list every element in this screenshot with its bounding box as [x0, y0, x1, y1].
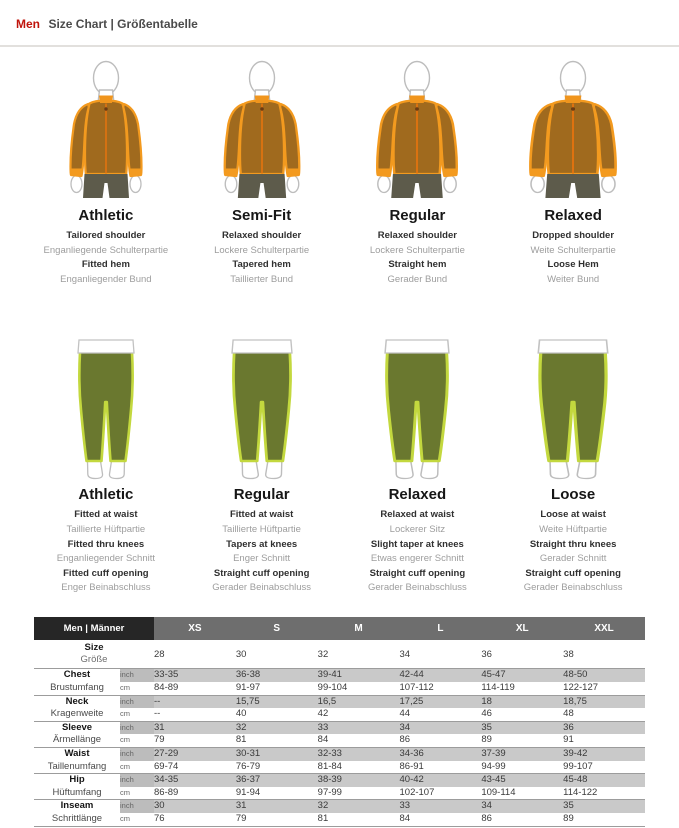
jacket-figure-illustration	[347, 56, 487, 201]
fit-title: Relaxed	[544, 207, 602, 224]
fit-desc-en: Tailored shoulder	[66, 230, 146, 241]
fit-desc-de: Enger Beinabschluss	[61, 582, 151, 594]
table-cell: 34	[481, 800, 563, 813]
fit-title: Semi-Fit	[232, 207, 292, 224]
jacket-figure-illustration	[192, 56, 332, 201]
fit-desc-de: Gerader Bund	[387, 273, 448, 285]
table-cell: 33-35	[154, 669, 236, 682]
fit-desc-de: Lockerer Sitz	[389, 523, 446, 535]
fit-column-athletic	[28, 56, 184, 287]
table-cell: 38-39	[318, 774, 400, 787]
fit-desc-en: Straight cuff opening	[525, 567, 621, 579]
table-cell: 69-74	[154, 761, 236, 774]
table-corner-header: Men | Männer	[34, 617, 154, 640]
table-cell: 30	[154, 800, 236, 813]
table-cell: 18	[481, 695, 563, 708]
fit-desc-de: Enganliegende Schulterpartie	[43, 244, 169, 256]
fit-desc-en: Straight thru knees	[529, 538, 617, 550]
jacket-figure-relaxed	[495, 56, 651, 201]
pants-figure-relaxed	[340, 330, 496, 480]
pants-figure-illustration	[192, 330, 332, 480]
table-cell: 32	[236, 721, 318, 734]
fit-desc-en: Relaxed shoulder	[222, 230, 302, 241]
row-label-de: Brustumfang	[34, 682, 120, 695]
page-title: Size Chart | Größentabelle	[48, 17, 198, 31]
pants-figure-regular	[184, 330, 340, 480]
table-cell: 102-107	[400, 787, 482, 800]
fit-desc-en: Fitted cuff opening	[63, 567, 149, 579]
table-cell: 114-122	[563, 787, 645, 800]
table-row-cm	[34, 682, 645, 695]
table-cell: 46	[481, 708, 563, 721]
table-cell: 89	[481, 734, 563, 747]
unit-label-cm: cm	[120, 787, 154, 800]
fit-title: Regular	[233, 486, 290, 504]
fit-desc-de: Gerader Beinabschluss	[212, 582, 311, 594]
table-cell: 84-89	[154, 682, 236, 695]
jacket-figure-illustration	[36, 56, 176, 201]
size-table	[34, 617, 645, 827]
table-cell: 18,75	[563, 695, 645, 708]
fit-title: Regular	[389, 207, 446, 224]
fit-desc-de: Weite Hüftpartie	[539, 523, 608, 535]
table-cell: 34-35	[154, 774, 236, 787]
jacket-figure-illustration	[503, 56, 643, 201]
size-label-en: Size	[84, 642, 104, 654]
fit-descriptions	[184, 508, 340, 596]
table-cell: 48	[563, 708, 645, 721]
table-cell: 81-84	[318, 761, 400, 774]
fit-desc-de: Weite Schulterpartie	[530, 244, 616, 256]
fit-title: Athletic	[78, 486, 134, 504]
jacket-figure-regular	[340, 56, 496, 201]
table-cell: 34	[400, 640, 482, 669]
fit-desc-en: Tapered hem	[232, 259, 291, 271]
unit-label-cm: cm	[120, 708, 154, 721]
fit-desc-en: Tapers at knees	[226, 538, 298, 550]
unit-label-cm: cm	[120, 813, 154, 826]
unit-label-inch: inch	[120, 695, 154, 708]
table-cell: --	[154, 708, 236, 721]
fit-desc-de: Gerader Schnitt	[539, 553, 607, 565]
fit-descriptions	[28, 229, 184, 287]
table-row-inch	[34, 721, 645, 734]
fit-desc-de: Taillierte Hüftpartie	[222, 523, 301, 535]
table-cell: 86-91	[400, 761, 482, 774]
fit-desc-de: Lockere Schulterpartie	[369, 244, 465, 256]
table-cell: 89	[563, 813, 645, 826]
fit-descriptions	[340, 229, 496, 287]
table-cell: 37-39	[481, 748, 563, 761]
fit-descriptions	[28, 508, 184, 596]
unit-label-inch: inch	[120, 774, 154, 787]
fit-desc-en: Fitted at waist	[74, 509, 138, 521]
table-cell: 81	[236, 734, 318, 747]
pants-figure-illustration	[36, 330, 176, 480]
table-cell: 36	[481, 640, 563, 669]
fit-desc-de: Gerader Beinabschluss	[368, 582, 467, 594]
fit-descriptions	[495, 508, 651, 596]
table-cell: 16,5	[318, 695, 400, 708]
row-label-en: Inseam	[34, 800, 120, 813]
unit-label-cm: cm	[120, 734, 154, 747]
fit-descriptions	[495, 229, 651, 287]
table-cell: 15,75	[236, 695, 318, 708]
size-column-header: S	[236, 617, 318, 640]
table-cell: 28	[154, 640, 236, 669]
size-column-header: XL	[481, 617, 563, 640]
unit-label-inch: inch	[120, 748, 154, 761]
size-column-header: XS	[154, 617, 236, 640]
table-cell: 44	[400, 708, 482, 721]
table-cell: 35	[563, 800, 645, 813]
fit-desc-en: Relaxed shoulder	[377, 230, 457, 241]
table-cell: 35	[481, 721, 563, 734]
table-cell: 42	[318, 708, 400, 721]
fit-desc-en: Straight hem	[388, 259, 447, 271]
table-cell: 27-29	[154, 748, 236, 761]
fit-desc-en: Straight cuff opening	[213, 567, 310, 579]
table-cell: 43-45	[481, 774, 563, 787]
fit-desc-en: Relaxed at waist	[380, 509, 455, 521]
table-cell: 39-41	[318, 669, 400, 682]
unit-label-inch: inch	[120, 800, 154, 813]
row-label-de: Ärmellänge	[34, 734, 120, 747]
table-cell: 99-107	[563, 761, 645, 774]
table-row-cm	[34, 761, 645, 774]
unit-label-cm: cm	[120, 761, 154, 774]
table-cell: 42-44	[400, 669, 482, 682]
table-cell: 40	[236, 708, 318, 721]
table-cell: 39-42	[563, 748, 645, 761]
table-cell: 122-127	[563, 682, 645, 695]
table-cell: --	[154, 695, 236, 708]
row-label-de: Taillenumfang	[34, 761, 120, 774]
fit-desc-de: Enganliegender Bund	[60, 273, 152, 285]
size-column-header: XXL	[563, 617, 645, 640]
table-cell: 32	[318, 640, 400, 669]
fit-column-athletic	[28, 330, 184, 596]
table-cell: 48-50	[563, 669, 645, 682]
fit-desc-en: Fitted thru knees	[67, 538, 145, 550]
pants-figure-athletic	[28, 330, 184, 480]
table-cell: 32-33	[318, 748, 400, 761]
fit-column-loose	[495, 330, 651, 596]
table-cell: 31	[236, 800, 318, 813]
table-cell: 79	[236, 813, 318, 826]
fit-title: Loose	[551, 486, 596, 504]
fit-title: Athletic	[78, 207, 134, 224]
table-cell: 84	[400, 813, 482, 826]
table-cell: 36-38	[236, 669, 318, 682]
table-cell: 45-48	[563, 774, 645, 787]
table-row-size	[34, 640, 645, 669]
table-row-inch	[34, 800, 645, 813]
row-label-en: Neck	[34, 695, 120, 708]
table-cell: 91	[563, 734, 645, 747]
fit-desc-de: Weiter Bund	[547, 273, 600, 285]
fit-desc-en: Slight taper at knees	[370, 538, 464, 550]
table-cell: 91-94	[236, 787, 318, 800]
table-row-cm	[34, 734, 645, 747]
fit-column-semi-fit	[184, 56, 340, 287]
table-cell: 38	[563, 640, 645, 669]
table-cell: 76-79	[236, 761, 318, 774]
fit-column-regular	[340, 56, 496, 287]
table-cell: 36	[563, 721, 645, 734]
table-cell: 86	[400, 734, 482, 747]
table-cell: 30	[236, 640, 318, 669]
fit-desc-de: Etwas engerer Schnitt	[370, 553, 464, 565]
pants-figure-loose	[495, 330, 651, 480]
table-cell: 32	[318, 800, 400, 813]
table-row-cm	[34, 813, 645, 826]
fit-desc-de: Enger Schnitt	[233, 553, 291, 565]
size-column-header: L	[400, 617, 482, 640]
fit-desc-de: Taillierte Hüftpartie	[66, 523, 146, 535]
table-row-cm	[34, 787, 645, 800]
table-row-inch	[34, 695, 645, 708]
table-cell: 30-31	[236, 748, 318, 761]
row-label-de: Kragenweite	[34, 708, 120, 721]
jacket-fit-section	[0, 47, 679, 287]
table-cell: 81	[318, 813, 400, 826]
fit-title: Relaxed	[388, 486, 447, 504]
row-label-de: Hüftumfang	[34, 787, 120, 800]
pants-fit-section	[0, 287, 679, 596]
unit-label-cm: cm	[120, 682, 154, 695]
size-column-header: M	[318, 617, 400, 640]
table-row-cm	[34, 708, 645, 721]
fit-desc-en: Dropped shoulder	[532, 230, 615, 241]
row-label-en: Sleeve	[34, 721, 120, 734]
fit-desc-en: Straight cuff opening	[369, 567, 466, 579]
table-cell: 33	[318, 721, 400, 734]
table-cell: 84	[318, 734, 400, 747]
table-cell: 107-112	[400, 682, 482, 695]
fit-column-regular	[184, 330, 340, 596]
row-label-en: Waist	[34, 748, 120, 761]
unit-label-inch: inch	[120, 721, 154, 734]
unit-label-inch: inch	[120, 669, 154, 682]
table-cell: 33	[400, 800, 482, 813]
table-cell: 114-119	[481, 682, 563, 695]
row-label-en: Chest	[34, 669, 120, 682]
size-row-label	[34, 640, 154, 669]
pants-figure-illustration	[503, 330, 643, 480]
table-cell: 109-114	[481, 787, 563, 800]
row-label-de: Schrittlänge	[34, 813, 120, 826]
size-label-de: Größe	[80, 654, 108, 666]
table-cell: 40-42	[400, 774, 482, 787]
fit-desc-en: Fitted at waist	[229, 509, 294, 521]
fit-desc-en: Loose at waist	[540, 509, 606, 521]
fit-desc-de: Lockere Schulterpartie	[214, 244, 310, 256]
header-brand: Men	[16, 17, 40, 31]
fit-column-relaxed	[495, 56, 651, 287]
table-cell: 94-99	[481, 761, 563, 774]
table-cell: 79	[154, 734, 236, 747]
table-cell: 91-97	[236, 682, 318, 695]
pants-figure-illustration	[347, 330, 487, 480]
table-row-inch	[34, 748, 645, 761]
table-cell: 31	[154, 721, 236, 734]
table-row-inch	[34, 669, 645, 682]
table-cell: 99-104	[318, 682, 400, 695]
fit-desc-en: Loose Hem	[547, 259, 599, 271]
fit-column-relaxed	[340, 330, 496, 596]
table-cell: 86	[481, 813, 563, 826]
jacket-figure-athletic	[28, 56, 184, 201]
table-cell: 17,25	[400, 695, 482, 708]
table-row-inch	[34, 774, 645, 787]
fit-desc-de: Enganliegender Schnitt	[56, 553, 155, 565]
jacket-figure-semi-fit	[184, 56, 340, 201]
fit-descriptions	[340, 508, 496, 596]
table-cell: 34-36	[400, 748, 482, 761]
table-cell: 34	[400, 721, 482, 734]
fit-descriptions	[184, 229, 340, 287]
row-label-en: Hip	[34, 774, 120, 787]
table-cell: 76	[154, 813, 236, 826]
fit-desc-de: Gerader Beinabschluss	[523, 582, 623, 594]
fit-desc-de: Taillierter Bund	[230, 273, 294, 285]
table-cell: 97-99	[318, 787, 400, 800]
fit-desc-en: Fitted hem	[81, 259, 130, 271]
table-header-row	[34, 617, 645, 640]
table-cell: 36-37	[236, 774, 318, 787]
table-cell: 86-89	[154, 787, 236, 800]
page-header	[0, 0, 679, 47]
table-cell: 45-47	[481, 669, 563, 682]
